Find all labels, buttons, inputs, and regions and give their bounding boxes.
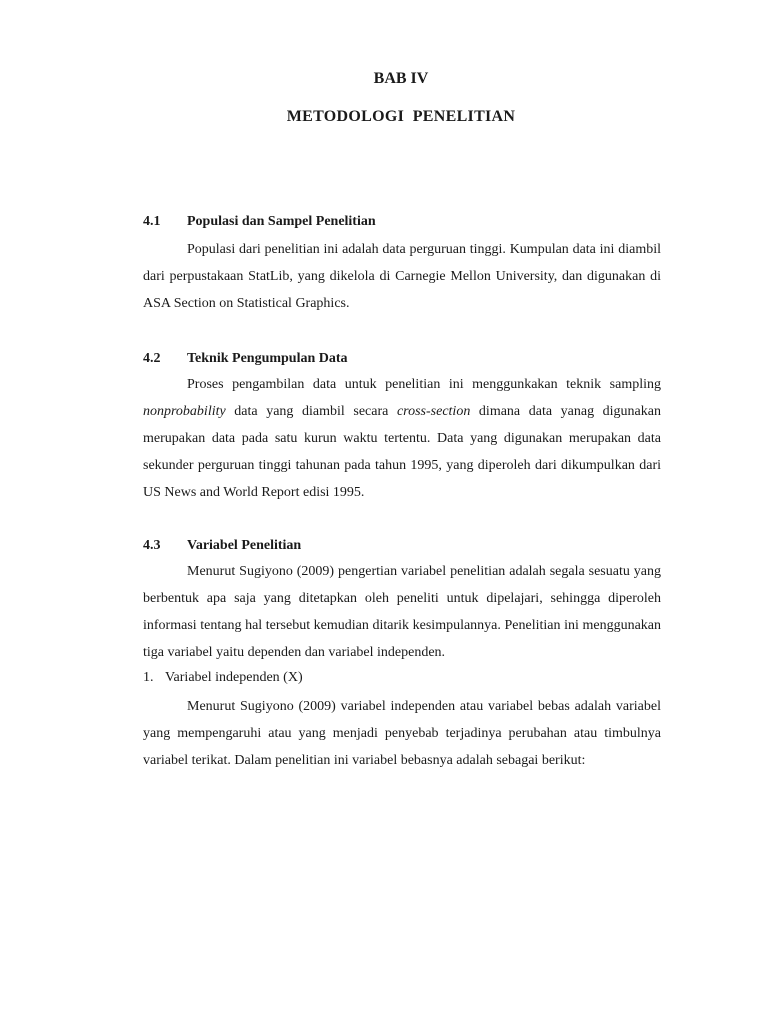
italic-term: cross-section <box>396 404 471 419</box>
section-heading-4-2 <box>143 351 348 367</box>
section-paragraph-4-3: Menurut Sugiyono (2009) pengertian variabel penelitian adalah segala sesuatu yang berbentuk apa saja yang ditetapkan oleh peneliti untuk dipelajari, sehingga diperoleh informasi tentang hal tersebut kemudian ditarik kesimpulannya. Penelitian ini menggunakan tiga variabel yaitu dependen dan variabel independen. <box>143 564 661 660</box>
list-marker: 1. <box>143 670 154 685</box>
section-heading-4-1 <box>143 214 376 230</box>
section-number: 4.3 <box>143 538 161 553</box>
section-paragraph-4-2 <box>143 371 661 506</box>
section-title: Teknik Pengumpulan Data <box>187 351 348 366</box>
paragraph-text: dimana data yanag digunakan merupakan data pada satu kurun waktu tertentu. Data yang digunakan merupakan data sekunder perguruan tinggi tahunan pada tahun 1995, yang diperoleh dari dikumpulkan dari US News and World Report edisi 1995. <box>143 404 661 500</box>
section-title: Variabel Penelitian <box>187 538 302 553</box>
chapter-title: METODOLOGI PENELITIAN <box>286 108 516 125</box>
section-number: 4.1 <box>143 214 161 229</box>
list-item-paragraph: Menurut Sugiyono (2009) variabel independen atau variabel bebas adalah variabel yang mempengaruhi atau yang menjadi penyebab terjadinya perubahan atau timbulnya variabel terikat. Dalam penelitian ini variabel bebasnya adalah sebagai berikut: <box>143 699 661 768</box>
section-number: 4.2 <box>143 351 161 366</box>
section-heading-4-3 <box>143 538 301 554</box>
chapter-number: BAB IV <box>373 70 429 87</box>
list-item <box>143 670 303 686</box>
paragraph-text: Proses pengambilan data untuk penelitian ini menggunkakan teknik sampling <box>187 377 661 392</box>
section-title: Populasi dan Sampel Penelitian <box>187 214 376 229</box>
section-paragraph-4-1: Populasi dari penelitian ini adalah data perguruan tinggi. Kumpulan data ini diambil dari perpustakaan StatLib, yang dikelola di Carnegie Mellon University, dan digunakan di ASA Section on Statistical Graphics. <box>143 242 661 311</box>
list-item-label: Variabel independen (X) <box>165 670 303 685</box>
italic-term: nonprobability <box>143 404 226 419</box>
paragraph-text: data yang diambil secara <box>225 404 397 419</box>
